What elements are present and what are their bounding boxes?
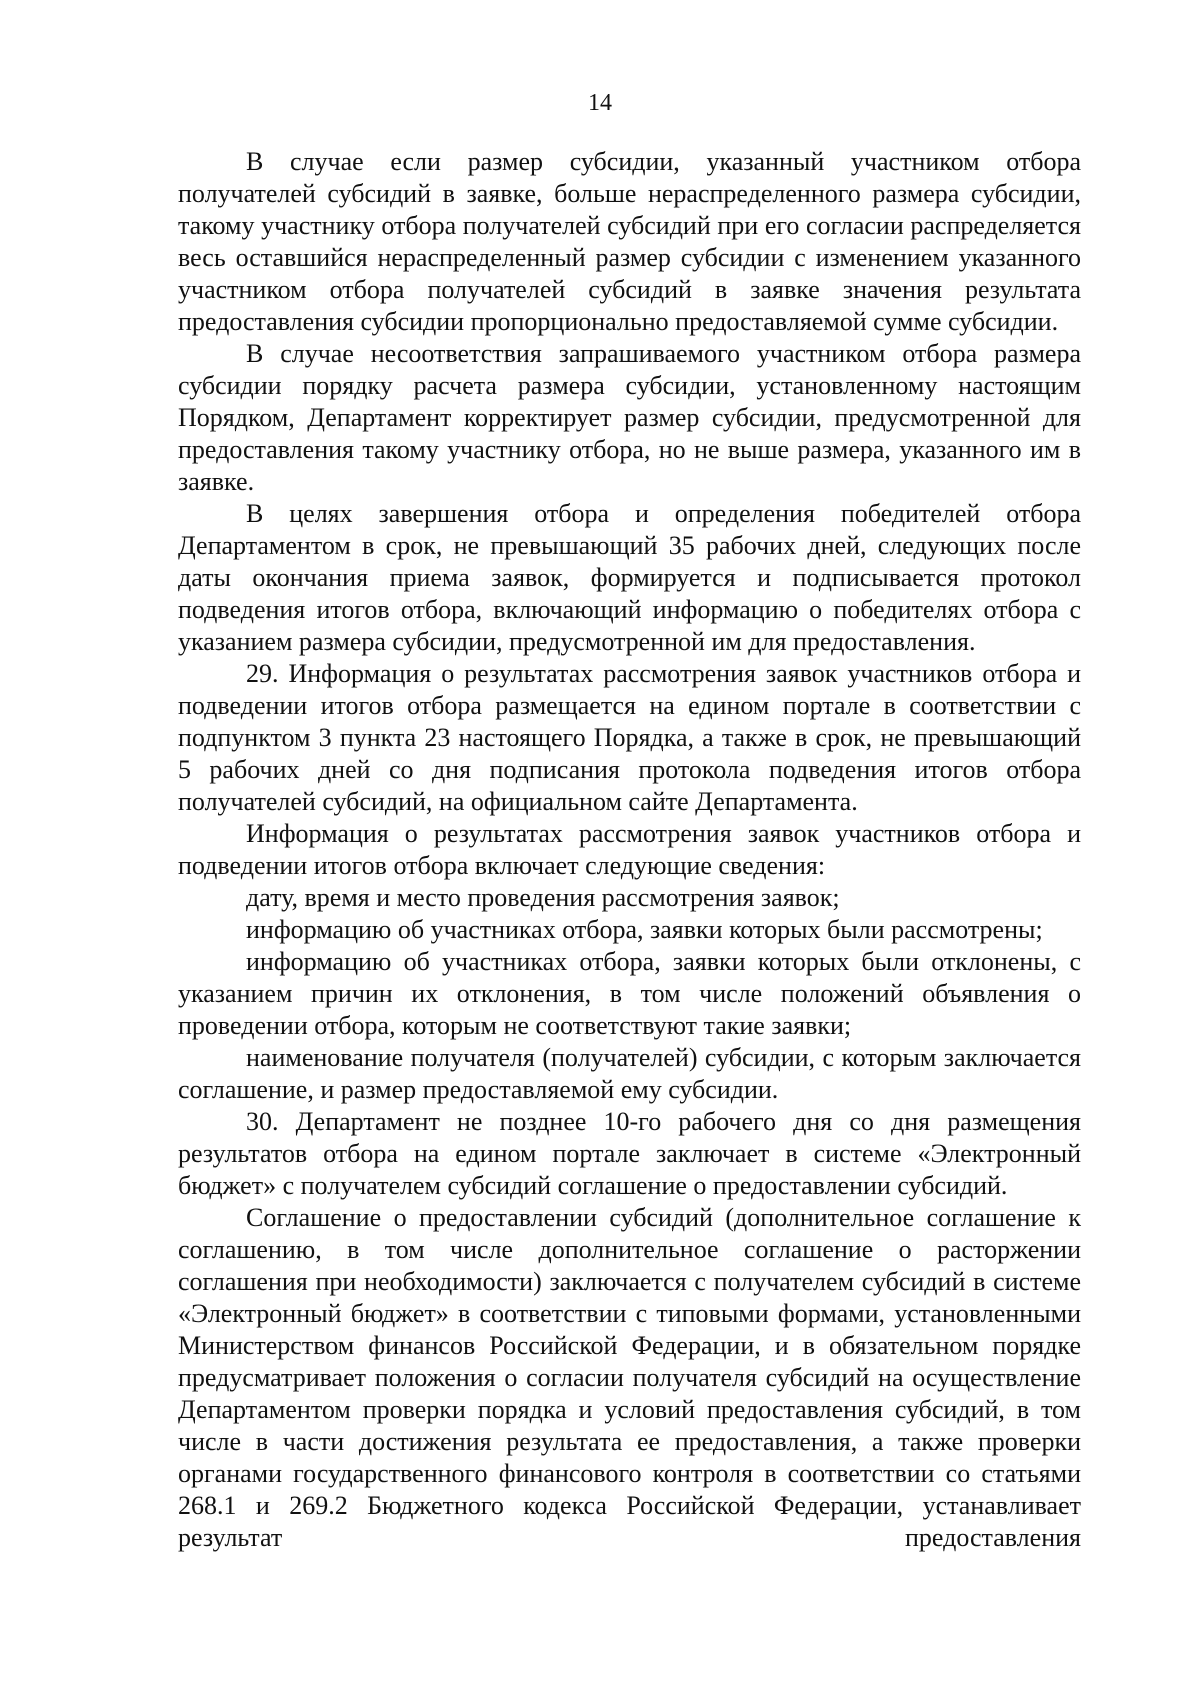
paragraph-results-information: Информация о результатах рассмотрения заявок участников отбора и подведении итогов отбора включает следующие сведения: xyxy=(178,819,1081,880)
paragraph-selection-protocol: В целях завершения отбора и определения победителей отбора Департаментом в срок, не превышающий 35 рабочих дней, следующих после даты окончания приема заявок, формируется и подписывается протокол подведения итогов отбора, включающий информацию о победителях отбора с указанием размера субсидии, предусмотренной им для предоставления. xyxy=(178,499,1081,656)
paragraph-subsidy-adjustment: В случае несоответствия запрашиваемого участником отбора размера субсидии порядку расчета размера субсидии, установленному настоящим Порядком, Департамент корректирует размер субсидии, предусмотренной для предоставления такому участнику отбора, но не выше размера, указанного им в заявке. xyxy=(178,339,1081,496)
paragraph-list-reviewed: информацию об участниках отбора, заявки которых были рассмотрены; xyxy=(246,915,1043,944)
paragraph-subsidy-distribution: В случае если размер субсидии, указанный участником отбора получателей субсидий в заявке, больше нераспределенного размера субсидии, такому участнику отбора получателей субсидий при его согласии распределяется весь оставшийся нераспределенный размер субсидии с изменением указанного участником отбора получателей субсидий в заявке значения результата предоставления субсидии пропорционально предоставляемой сумме субсидии. xyxy=(178,147,1081,336)
paragraph-agreement: Соглашение о предоставлении субсидий (дополнительное соглашение к соглашению, в том числе дополнительное соглашение о расторжении соглашения при необходимости) заключается с получателем субсидий в системе «Электронный бюджет» в соответствии с типовыми формами, установленными Министерством финансов Российской Федерации, и в обязательном порядке предусматривает положения о согласии получателя субсидий на осуществление Департаментом проверки порядка и условий предоставления субсидий, в том числе в части достижения результата ее предоставления, а также проверки органами государственного финансового контроля в соответствии со статьями 268.1 и 269.2 Бюджетного кодекса Российской Федерации, устанавливает результат предоставления xyxy=(178,1203,1081,1552)
page-number: 14 xyxy=(588,90,612,116)
paragraph-list-recipient: наименование получателя (получателей) субсидии, с которым заключается соглашение, и размер предоставляемой ему субсидии. xyxy=(178,1043,1081,1104)
document-body xyxy=(178,146,1081,1554)
paragraph-item-29: 29. Информация о результатах рассмотрения заявок участников отбора и подведении итогов отбора размещается на едином портале в соответствии с подпунктом 3 пункта 23 настоящего Порядка, а также в срок, не превышающий 5 рабочих дней со дня подписания протокола подведения итогов отбора получателей субсидий, на официальном сайте Департамента. xyxy=(178,659,1081,816)
paragraph-item-30: 30. Департамент не позднее 10-го рабочего дня со дня размещения результатов отбора на едином портале заключает в системе «Электронный бюджет» с получателем субсидий соглашение о предоставлении субсидий. xyxy=(178,1107,1081,1200)
paragraph-list-date-time: дату, время и место проведения рассмотрения заявок; xyxy=(246,883,840,912)
paragraph-list-rejected: информацию об участниках отбора, заявки которых были отклонены, с указанием причин их отклонения, в том числе положений объявления о проведении отбора, которым не соответствуют такие заявки; xyxy=(178,947,1081,1040)
